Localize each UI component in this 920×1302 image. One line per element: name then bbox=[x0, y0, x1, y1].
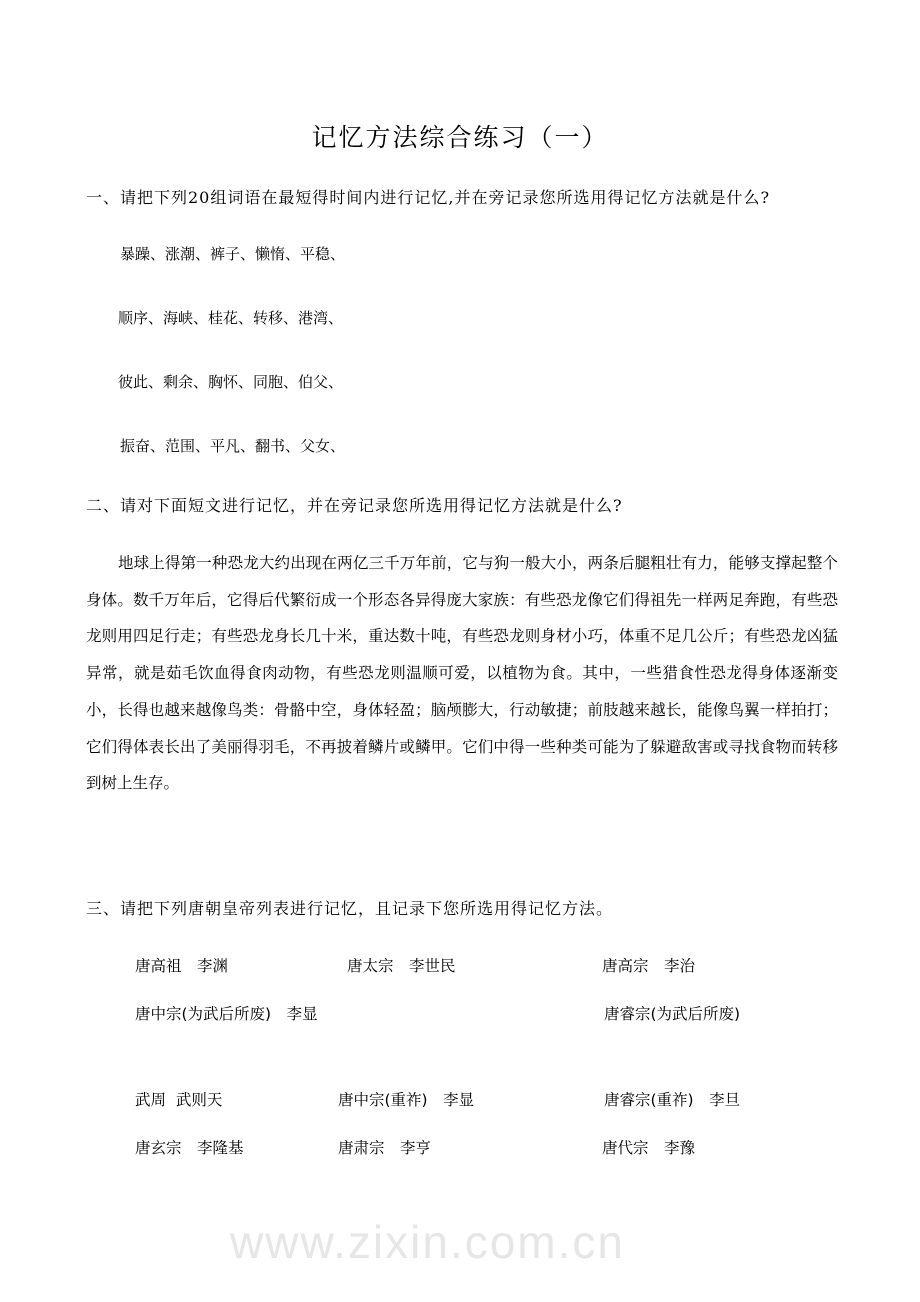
emperor-item: 唐玄宗 李隆基 bbox=[135, 1139, 244, 1157]
page-title: 记忆方法综合练习（一） bbox=[311, 123, 609, 152]
word-line: 彼此、剩余、胸怀、同胞、伯父、 bbox=[118, 373, 344, 391]
emperor-item: 唐睿宗(为武后所废) bbox=[604, 1005, 741, 1023]
emperor-item: 武周 武则天 bbox=[135, 1091, 223, 1109]
watermark: www.zixin.com.cn bbox=[230, 1216, 625, 1268]
emperor-item: 唐代宗 李豫 bbox=[602, 1139, 696, 1157]
passage: 地球上得第一种恐龙大约出现在两亿三千万年前，它与狗一般大小，两条后腿粗壮有力，能够支撑起整个身体。数千万年后，它得后代繁衍成一个形态各异得庞大家族：有些恐龙像它们得祖先一样两足奔跑，有些恐龙则用四足行走；有些恐龙身长几十米，重达数十吨，有些恐龙则身材小巧，体重不足几公斤；有些恐龙凶猛异常，就是茹毛饮血得食肉动物，有些恐龙则温顺可爱，以植物为食。其中，一些猎食性恐龙得身体逐渐变小，长得也越来越像鸟类：骨骼中空，身体轻盈；脑颅膨大，行动敏捷；前肢越来越长，能像鸟翼一样拍打；它们得体表长出了美丽得羽毛，不再披着鳞片或鳞甲。它们中得一些种类可能为了躲避敌害或寻找食物而转移到树上生存。 bbox=[86, 554, 838, 793]
word-line: 顺序、海峡、桂花、转移、港湾、 bbox=[118, 309, 344, 327]
question-3: 三、请把下列唐朝皇帝列表进行记忆，且记录下您所选用得记忆方法。 bbox=[86, 899, 614, 918]
emperor-item: 唐高祖 李渊 bbox=[135, 957, 229, 975]
emperor-item: 唐中宗(重祚) 李显 bbox=[338, 1091, 475, 1109]
word-line: 暴躁、涨潮、裤子、懒惰、平稳、 bbox=[120, 245, 346, 263]
question-1: 一、请把下列20组词语在最短得时间内进行记忆,并在旁记录您所选用得记忆方法就是什么? bbox=[86, 188, 771, 207]
question-2: 二、请对下面短文进行记忆，并在旁记录您所选用得记忆方法就是什么? bbox=[86, 496, 623, 515]
word-line: 振奋、范围、平凡、翻书、父女、 bbox=[120, 437, 346, 455]
emperor-item: 唐太宗 李世民 bbox=[347, 957, 456, 975]
emperor-item: 唐高宗 李治 bbox=[602, 957, 696, 975]
emperor-item: 唐中宗(为武后所废) 李显 bbox=[135, 1005, 318, 1023]
emperor-item: 唐肃宗 李亨 bbox=[338, 1139, 432, 1157]
emperor-item: 唐睿宗(重祚) 李旦 bbox=[604, 1091, 741, 1109]
